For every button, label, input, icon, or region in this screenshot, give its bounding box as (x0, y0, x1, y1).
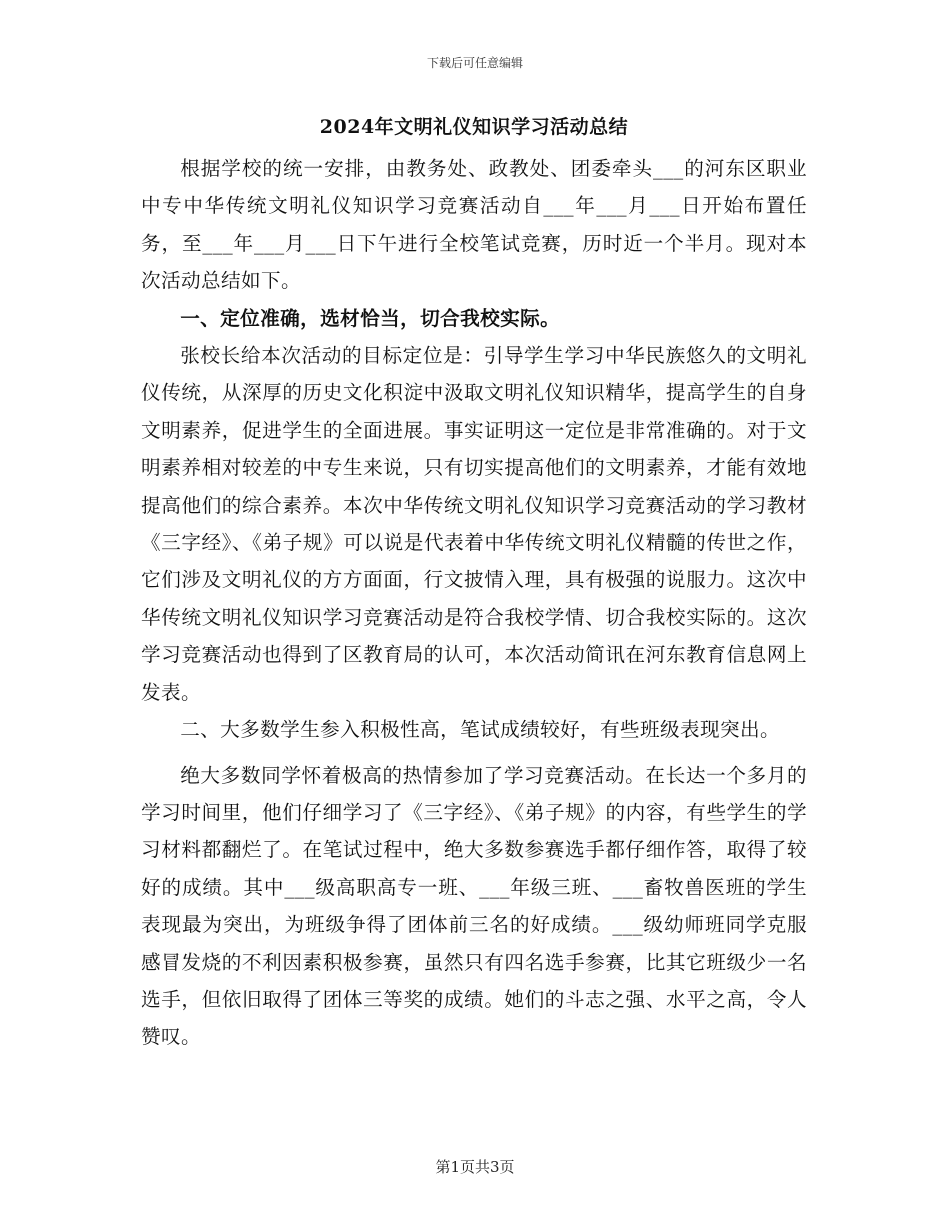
document-title: 2024年文明礼仪知识学习活动总结 (319, 116, 629, 138)
page-header: 下载后可任意编辑 (426, 56, 523, 70)
section-heading-2: 二、大多数学生参入积极性高，笔试成绩较好，有些班级表现突出。 (180, 718, 780, 742)
paragraph-intro: 根据学校的统一安排，由教务处、政教处、团委牵头___的河东区职业中专中华传统文明礼仪知识学习竞赛活动自___年___月___日开始布置任务，至___年___月___日下午进行全校笔试竞赛，历时近一个半月。现对本次活动总结如下。 (141, 157, 807, 293)
document-body (141, 112, 807, 1056)
paragraph-section-1: 张校长给本次活动的目标定位是：引导学生学习中华民族悠久的文明礼仪传统，从深厚的历史文化积淀中汲取文明礼仪知识精华，提高学生的自身文明素养，促进学生的全面进展。事实证明这一定位是非常准确的。对于文明素养相对较差的中专生来说，只有切实提高他们的文明素养，才能有效地提高他们的综合素养。本次中华传统文明礼仪知识学习竞赛活动的学习教材《三字经》、《弟子规》可以说是代表着中华传统文明礼仪精髓的传世之作，它们涉及文明礼仪的方方面面，行文披情入理，具有极强的说服力。这次中华传统文明礼仪知识学习竞赛活动是符合我校学情、切合我校实际的。这次学习竞赛活动也得到了区教育局的认可，本次活动简讯在河东教育信息网上发表。 (141, 344, 807, 704)
paragraph-section-2: 绝大多数同学怀着极高的热情参加了学习竞赛活动。在长达一个多月的学习时间里，他们仔细学习了《三字经》、《弟子规》的内容，有些学生的学习材料都翻烂了。在笔试过程中，绝大多数参赛选手都仔细作答，取得了较好的成绩。其中___级高职高专一班、___年级三班、___畜牧兽医班的学生表现最为突出，为班级争得了团体前三名的好成绩。___级幼师班同学克服感冒发烧的不利因素积极参赛，虽然只有四名选手参赛，比其它班级少一名选手，但依旧取得了团体三等奖的成绩。她们的斗志之强、水平之高，令人赞叹。 (141, 763, 807, 1049)
page-number: 第1页共3页 (435, 1158, 515, 1176)
section-heading-1: 一、定位准确，选材恰当，切合我校实际。 (180, 306, 561, 330)
